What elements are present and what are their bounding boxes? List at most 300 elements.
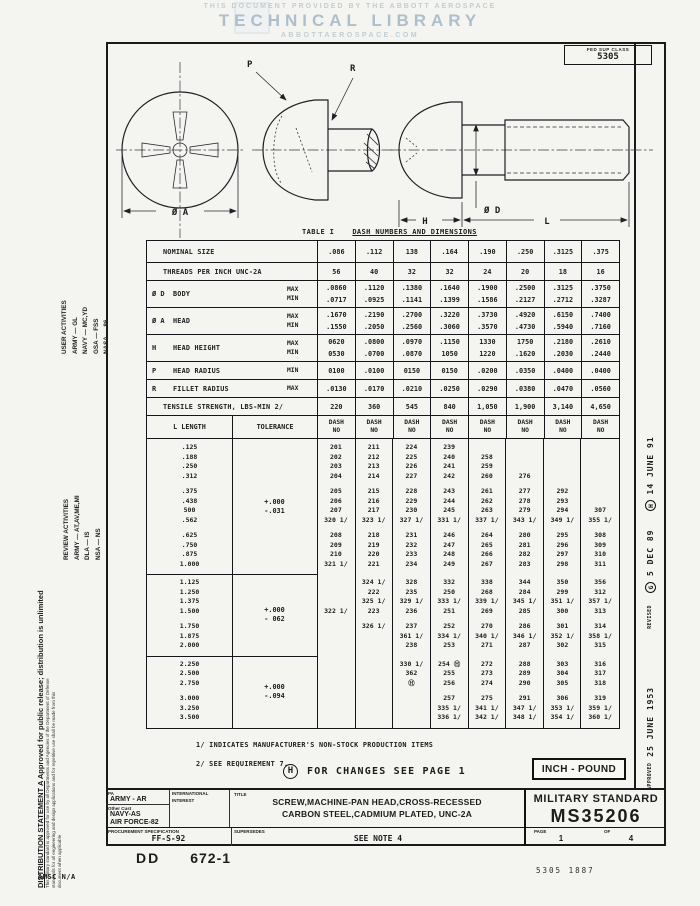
dash-cell: 295 xyxy=(556,531,569,539)
table-rule xyxy=(543,439,544,728)
dash-cell: 271 xyxy=(481,641,493,649)
dash-cell xyxy=(506,462,544,472)
dash-cell: 240 xyxy=(443,452,455,461)
dash-cell: 217 xyxy=(367,506,380,514)
distribution-small-print: standards for all engineering and design applications and for repetitive use shall be made from this xyxy=(51,691,56,888)
dash-cell: 305 xyxy=(556,678,569,687)
dash-cell: 215 xyxy=(367,487,380,495)
spec-row-label xyxy=(147,362,317,379)
dash-cell: 358 1/ xyxy=(588,631,612,640)
distribution-statement xyxy=(36,540,92,888)
dash-cell xyxy=(317,632,355,642)
title-block xyxy=(106,788,666,846)
length-value: 1.375 xyxy=(179,597,200,605)
dash-cell: 274 xyxy=(481,678,493,687)
dash-no-header: DASH NO xyxy=(544,416,582,438)
front-view xyxy=(116,62,244,238)
length-row xyxy=(147,669,619,679)
fed-sup-class-value: 5305 xyxy=(597,52,619,62)
dash-cell: 244 xyxy=(443,496,455,505)
dash-cell: Ⓗ xyxy=(408,678,415,687)
dash-cell: 265 xyxy=(481,540,493,549)
value-cell: .3220 .3060 xyxy=(430,308,468,334)
change-mark-icon: H xyxy=(283,764,298,779)
military-standard-label: MILITARY STANDARD xyxy=(533,793,659,805)
watermark xyxy=(0,3,700,39)
dash-cell: 286 xyxy=(518,622,531,630)
value-cell: .164 xyxy=(430,241,468,262)
dash-cell: 293 xyxy=(556,496,569,505)
dash-cell: 230 xyxy=(405,506,418,514)
dash-cell: 342 1/ xyxy=(475,713,499,721)
dash-cell xyxy=(581,487,619,497)
dash-cell: 337 1/ xyxy=(475,515,499,524)
dash-cell: 301 xyxy=(556,622,569,630)
revision-date-g: 5 DEC 89 xyxy=(645,529,655,577)
value-cell: 545 xyxy=(393,398,431,415)
dash-cell xyxy=(544,443,582,453)
length-value: 1.250 xyxy=(179,587,200,596)
value-cell: 0150 xyxy=(430,362,468,379)
value-cell: 4,650 xyxy=(581,398,619,415)
watermark-url: ABBOTTAEROSPACE.COM xyxy=(280,32,420,39)
dash-cell: 270 xyxy=(481,622,493,630)
dash-cell: 327 1/ xyxy=(399,515,424,524)
footer-code: 5305 1887 xyxy=(536,866,595,875)
length-value: 1.500 xyxy=(179,606,200,615)
value-cell: .4920 .4730 xyxy=(506,308,544,334)
length-value: .438 xyxy=(181,496,198,505)
length-value: 1.125 xyxy=(179,578,200,586)
dash-cell: 272 xyxy=(481,659,493,668)
dash-cell: 291 xyxy=(518,694,531,702)
table-rule xyxy=(355,439,356,728)
dash-cell: 304 xyxy=(556,669,569,677)
dash-cell: 324 1/ xyxy=(361,578,386,586)
length-row xyxy=(147,660,619,670)
pa-value: ARMY - AR xyxy=(110,796,147,803)
limit-labels: MAX MIN xyxy=(287,313,299,329)
dash-cell: 205 xyxy=(330,487,342,495)
dash-cell: 297 xyxy=(556,550,569,558)
dash-cell: 275 xyxy=(481,694,493,702)
fed-sup-class-label: FED SUP CLASS xyxy=(586,47,630,52)
spec-row xyxy=(147,334,619,361)
revision-mark-g: G xyxy=(645,582,656,593)
value-cell: .0100 xyxy=(355,362,393,379)
spec-section xyxy=(147,241,619,415)
dimension-symbol: Ø A xyxy=(152,317,165,325)
dash-cell: 250 xyxy=(443,587,455,596)
dimension-name: HEAD RADIUS xyxy=(173,366,221,375)
value-cell: .0400 xyxy=(544,362,582,379)
tolerance-value: +.000 -.031 xyxy=(264,497,285,515)
value-cell: 32 xyxy=(430,263,468,280)
dash-cell xyxy=(355,694,393,704)
other-cust-label: Other Cust xyxy=(108,806,132,811)
dash-cell: 281 xyxy=(518,540,531,549)
dash-cell xyxy=(581,443,619,453)
dash-cell: 349 1/ xyxy=(550,515,575,524)
length-value: .375 xyxy=(181,487,198,495)
dash-cell: 201 xyxy=(330,443,342,451)
dash-cell xyxy=(355,660,393,670)
length-row xyxy=(147,506,619,516)
length-row xyxy=(147,550,619,560)
value-cell: .1120 .0925 xyxy=(355,281,393,307)
dash-cell: 278 xyxy=(518,496,531,505)
dash-cell: 294 xyxy=(556,506,569,514)
procurement-spec-value: FF-S-92 xyxy=(151,834,186,843)
dimension-symbol: R xyxy=(152,384,157,393)
length-row xyxy=(147,578,619,588)
length-row xyxy=(147,597,619,607)
dash-cell: 261 xyxy=(481,487,493,495)
of-label: OF xyxy=(604,829,611,834)
table-rule xyxy=(232,439,233,728)
length-row xyxy=(147,704,619,714)
table-rule xyxy=(580,439,581,728)
length-row xyxy=(147,487,619,497)
dash-cell: 206 xyxy=(330,496,342,505)
dash-cell: 251 xyxy=(443,606,455,615)
dash-cell: 248 xyxy=(443,550,455,558)
value-cell: .3125 xyxy=(544,241,582,262)
dash-cell xyxy=(355,713,393,723)
dash-cell: 279 xyxy=(518,506,531,514)
dash-cell xyxy=(506,453,544,463)
dash-cell: 227 xyxy=(405,471,418,480)
tolerance-value: +.000 - 062 xyxy=(264,605,285,623)
pa-label: PA xyxy=(108,791,114,796)
spec-row xyxy=(147,262,619,280)
change-note xyxy=(283,764,466,779)
dash-cell: 345 1/ xyxy=(512,597,537,605)
dash-cell: 328 xyxy=(405,578,418,586)
length-row xyxy=(147,516,619,526)
value-cell: .0380 xyxy=(506,380,544,397)
dash-cell: 316 xyxy=(594,659,606,668)
dash-cell: 238 xyxy=(405,641,418,649)
dash-cell xyxy=(544,462,582,472)
spec-row-label xyxy=(147,335,317,361)
dash-no-header: DASH NO xyxy=(506,416,544,438)
dash-cell: 229 xyxy=(405,496,418,505)
dash-cell: 231 xyxy=(405,531,418,539)
value-cell: 138 xyxy=(393,241,431,262)
dash-cell xyxy=(355,669,393,679)
value-cell: .0800 .0700 xyxy=(355,335,393,361)
dimension-name: TENSILE STRENGTH, LBS-MIN 2/ xyxy=(163,402,284,411)
distribution-small-print: document when applicable xyxy=(57,834,62,888)
length-row xyxy=(147,588,619,598)
dash-cell: 333 1/ xyxy=(437,597,461,605)
value-cell: .250 xyxy=(506,241,544,262)
user-activities-header: USER ACTIVITIES xyxy=(61,300,68,354)
length-value: .250 xyxy=(181,462,198,470)
dash-cell: 269 xyxy=(481,606,493,615)
revision-date-h: 14 JUNE 91 xyxy=(645,436,655,495)
dash-cell: 302 xyxy=(556,641,569,649)
dash-no-header: DASH NO xyxy=(430,416,468,438)
dash-cell: 241 xyxy=(443,462,455,470)
value-cell: .3125 .2712 xyxy=(544,281,582,307)
dimensions-table xyxy=(146,240,620,729)
dash-cell: 318 xyxy=(594,678,606,687)
dash-cell: 232 xyxy=(405,540,418,549)
length-row xyxy=(147,641,619,651)
limit-labels: MAX MIN xyxy=(287,340,299,356)
dash-cell: 325 1/ xyxy=(361,597,386,605)
dimension-name: BODY xyxy=(173,290,191,298)
intl-label-2: INTEREST xyxy=(172,798,195,803)
length-value: 1.875 xyxy=(179,631,200,640)
dash-cell: 228 xyxy=(405,487,418,495)
dd-form-label: DD xyxy=(136,850,161,866)
length-value: 2.250 xyxy=(179,659,200,668)
dash-cell: 211 xyxy=(367,443,380,451)
length-value: .125 xyxy=(181,443,198,451)
custodian-cell xyxy=(106,790,170,827)
value-cell: .0210 xyxy=(393,380,431,397)
dash-cell: 320 1/ xyxy=(324,515,348,524)
value-cell: .0470 xyxy=(544,380,582,397)
value-cell: .1670 .1550 xyxy=(317,308,355,334)
value-cell: .0860 .0717 xyxy=(317,281,355,307)
spec-row xyxy=(147,379,619,397)
dimension-name: FILLET RADIUS xyxy=(173,384,229,393)
table-caption xyxy=(302,228,477,236)
dash-cell: 255 xyxy=(443,669,455,677)
dash-cell: 292 xyxy=(556,487,569,495)
dash-no-header: DASH NO xyxy=(317,416,355,438)
value-cell: 16 xyxy=(581,263,619,280)
dash-no-header: DASH NO xyxy=(468,416,506,438)
spec-row-label xyxy=(147,380,317,397)
value-cell: .0400 xyxy=(581,362,619,379)
title-cell xyxy=(230,790,524,827)
value-cell: 1750 .1620 xyxy=(506,335,544,361)
dash-cell: 259 xyxy=(481,462,493,470)
length-value: 3.500 xyxy=(179,713,200,721)
dash-cell: 208 xyxy=(330,531,342,539)
review-activity: DLA — IS xyxy=(84,531,91,560)
tolerance-column-header: TOLERANCE xyxy=(232,416,317,438)
dash-cell: 336 1/ xyxy=(437,713,461,721)
footnote-1: 1/ INDICATES MANUFACTURER'S NON-STOCK PRODUCTION ITEMS xyxy=(196,741,434,749)
dimension-symbol: H xyxy=(152,344,157,352)
tolerance-value: +.000 -.094 xyxy=(264,682,285,700)
length-value: .562 xyxy=(181,515,198,524)
value-cell: .0970 .0870 xyxy=(393,335,431,361)
dash-cell: 273 xyxy=(481,669,493,677)
dash-cell xyxy=(317,704,355,714)
dash-cell: 287 xyxy=(518,641,531,649)
review-activities-header: REVIEW ACTIVITIES xyxy=(63,499,70,560)
dash-cell: 350 xyxy=(556,578,569,586)
dash-cell: 352 1/ xyxy=(550,631,575,640)
dash-no-header: DASH NO xyxy=(355,416,393,438)
value-cell: 20 xyxy=(506,263,544,280)
change-note-text: FOR CHANGES SEE PAGE 1 xyxy=(307,766,466,777)
dash-cell: 357 1/ xyxy=(588,597,612,605)
dimension-name: HEAD HEIGHT xyxy=(173,344,221,352)
dash-cell: 315 xyxy=(594,641,606,649)
spec-row-label xyxy=(147,241,317,262)
intl-label-1: INTERNATIONAL xyxy=(172,791,209,796)
dash-cell: 243 xyxy=(443,487,455,495)
length-value: 500 xyxy=(183,506,196,514)
spec-row-label xyxy=(147,263,317,280)
dash-cell: 209 xyxy=(330,540,342,549)
dash-cell: 343 1/ xyxy=(512,515,537,524)
dash-cell: 344 xyxy=(518,578,531,586)
dash-cell: 214 xyxy=(367,471,380,480)
spec-row xyxy=(147,307,619,334)
length-row xyxy=(147,497,619,507)
dash-cell xyxy=(317,578,355,588)
value-cell: 1,900 xyxy=(506,398,544,415)
dash-cell xyxy=(355,704,393,714)
spec-row xyxy=(147,241,619,262)
value-cell: 220 xyxy=(317,398,355,415)
dash-cell: 284 xyxy=(518,587,531,596)
standard-number: MS35206 xyxy=(550,806,642,826)
dash-header-row xyxy=(147,415,619,439)
dash-cell xyxy=(355,641,393,651)
dim-label-r: R xyxy=(350,64,356,74)
dash-cell: 224 xyxy=(405,443,418,451)
procurement-spec-cell xyxy=(106,828,232,846)
dash-cell xyxy=(393,704,431,714)
dash-cell: 335 1/ xyxy=(437,703,461,712)
dash-cell xyxy=(355,632,393,642)
dash-cell: 290 xyxy=(518,678,531,687)
dash-cell: 308 xyxy=(594,531,606,539)
value-cell: 1330 1220 xyxy=(468,335,506,361)
length-value: 1.000 xyxy=(179,559,200,568)
dim-label-dia-d: Ø D xyxy=(484,206,501,216)
approved-date: 25 JUNE 1953 xyxy=(645,686,655,757)
dash-cell: 221 xyxy=(367,559,380,568)
dim-label-h: H xyxy=(422,217,428,227)
length-row xyxy=(147,632,619,642)
dash-cell: 340 1/ xyxy=(475,631,499,640)
table-rule xyxy=(392,439,393,728)
dash-cell: 223 xyxy=(367,606,380,615)
dash-cell: 226 xyxy=(405,462,418,470)
dash-cell: 339 1/ xyxy=(475,597,499,605)
dash-cell: 249 xyxy=(443,559,455,568)
length-zone xyxy=(147,656,619,728)
value-cell: 360 xyxy=(355,398,393,415)
value-cell: 18 xyxy=(544,263,582,280)
dash-cell: 266 xyxy=(481,550,493,558)
value-cell: 840 xyxy=(430,398,468,415)
supersedes-cell xyxy=(232,828,524,846)
supersedes-label: SUPERSEDES xyxy=(234,829,265,834)
revised-label: REVISED xyxy=(647,605,653,629)
value-cell: 3,140 xyxy=(544,398,582,415)
dash-cell: 359 1/ xyxy=(588,703,612,712)
value-cell: .2180 .2030 xyxy=(544,335,582,361)
dash-cell xyxy=(581,497,619,507)
dash-cell: 262 xyxy=(481,496,493,505)
value-cell: 40 xyxy=(355,263,393,280)
dash-cell: 347 1/ xyxy=(512,703,537,712)
length-value: 3.000 xyxy=(179,694,200,702)
procurement-spec-label: PROCUREMENT SPECIFICATION xyxy=(108,829,179,834)
dimension-symbol: P xyxy=(152,366,157,375)
approved-label: APPROVED xyxy=(647,762,653,790)
dash-cell xyxy=(317,641,355,651)
dimension-name: HEAD xyxy=(173,317,191,325)
dash-cell: 242 xyxy=(443,471,455,480)
dash-cell: 264 xyxy=(481,531,493,539)
dash-cell: 326 1/ xyxy=(361,622,386,630)
document-title-line2: CARBON STEEL,CADMIUM PLATED, UNC-2A xyxy=(281,808,473,819)
value-cell: .7400 .7160 xyxy=(581,308,619,334)
dash-cell: 213 xyxy=(367,462,380,470)
dash-cell: 356 xyxy=(594,578,606,586)
value-cell: .0560 xyxy=(581,380,619,397)
length-value: .312 xyxy=(181,471,198,480)
length-row xyxy=(147,531,619,541)
dash-cell: 225 xyxy=(405,452,418,461)
footnote-2: 2/ SEE REQUIREMENT 7. xyxy=(196,760,289,768)
value-cell: .2500 .2127 xyxy=(506,281,544,307)
length-value: 2.000 xyxy=(179,641,200,649)
screw-drawing xyxy=(110,50,655,247)
length-row xyxy=(147,560,619,570)
dash-cell: 219 xyxy=(367,540,380,549)
title-label: TITLE xyxy=(234,792,247,797)
length-row xyxy=(147,462,619,472)
dash-cell: 288 xyxy=(518,659,531,668)
dash-cell: 314 xyxy=(594,622,606,630)
value-cell: .0350 xyxy=(506,362,544,379)
spec-row xyxy=(147,361,619,379)
dash-cell xyxy=(581,472,619,482)
distribution-head: DISTRIBUTION STATEMENT A xyxy=(36,780,45,888)
dash-cell xyxy=(355,679,393,689)
length-value: .875 xyxy=(181,550,198,558)
dash-cell xyxy=(544,472,582,482)
dash-cell: 277 xyxy=(518,487,531,495)
user-activity: GSA — FSS xyxy=(92,318,100,354)
dash-cell: 321 1/ xyxy=(324,559,348,568)
value-cell: .1640 .1399 xyxy=(430,281,468,307)
dash-cell: 296 xyxy=(556,540,569,549)
dash-cell: 346 1/ xyxy=(512,631,537,640)
review-activity: ARMY — AT,AV,ME,MI xyxy=(73,495,81,560)
dd-form-number: 672-1 xyxy=(190,850,232,866)
dash-cell: 312 xyxy=(594,587,606,596)
dash-cell: 360 1/ xyxy=(588,713,612,721)
head-side-view xyxy=(247,60,394,200)
dash-cell: 306 xyxy=(556,694,569,702)
value-cell: .0250 xyxy=(430,380,468,397)
length-value: .188 xyxy=(181,452,198,461)
supersedes-value: SEE NOTE 4 xyxy=(353,834,403,843)
dash-cell: 235 xyxy=(405,587,418,596)
length-column-header: L LENGTH xyxy=(173,423,206,431)
user-activity: NASA — 86 xyxy=(103,319,110,354)
dash-cell: 260 xyxy=(481,471,493,480)
table-rule xyxy=(505,439,506,728)
dash-cell: 280 xyxy=(518,531,531,539)
dash-cell: 218 xyxy=(367,531,380,539)
